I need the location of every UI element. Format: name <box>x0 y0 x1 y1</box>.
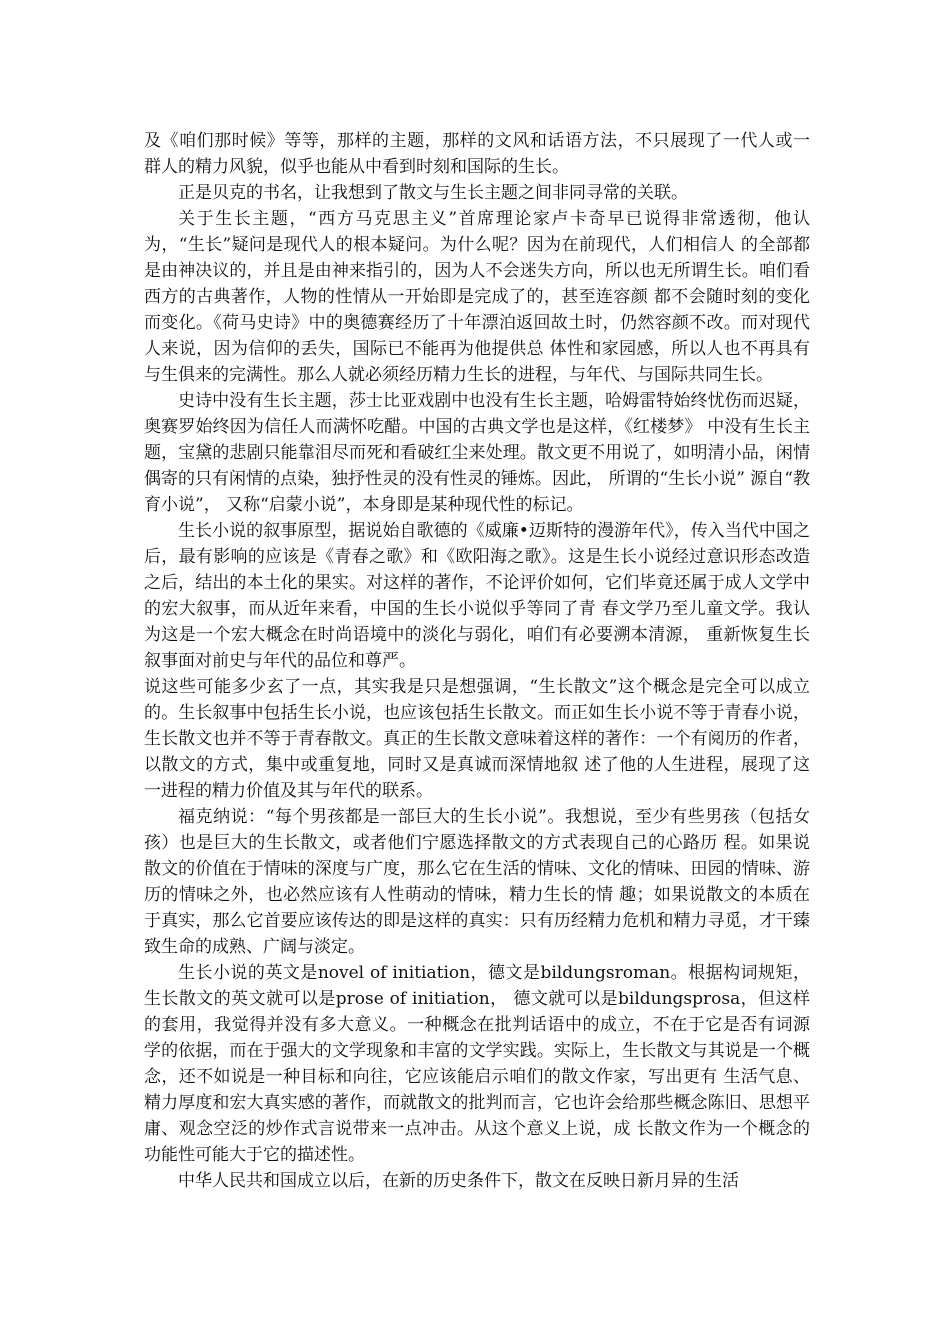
paragraph-6: 说这些可能多少玄了一点，其实我是只是想强调，“生长散文”这个概念是完全可以成立的。生长叙事中包括生长小说，也应该包括生长散文。而正如生长小说不等于青春小说，生长散文也并不等于青春散文。真正的生长散文意味着这样的著作：一个有阅历的作者，以散文的方式，集中或重复地，同时又是真诚而深情地叙 述了他的人生进程，展现了这一进程的精力价值及其与年代的联系。 <box>144 677 810 801</box>
paragraph-4: 史诗中没有生长主题，莎士比亚戏剧中也没有生长主题，哈姆雷特始终忧伤而迟疑，奥赛罗始终因为信任人而满怀吃醋。中国的古典文学也是这样，《红楼梦》 中没有生长主题，宝黛的悲剧只能靠泪尽而死和看破红尘来处理。散文更不用说了，如明清小品，闲情偶寄的只有闲情的点染，独抒性灵的没有性灵的锤炼。因此， 所谓的“生长小说” 源自“教育小说”， 又称“启蒙小说”，本身即是某种现代性的标记。 <box>144 391 810 515</box>
paragraph-7: 福克纳说：“每个男孩都是一部巨大的生长小说”。我想说，至少有些男孩（包括女孩）也是巨大的生长散文，或者他们宁愿选择散文的方式表现自己的心路历 程。如果说散文的价值在于情味的深度与广度，那么它在生活的情味、文化的情味、田园的情味、游历的情味之外，也必然应该有人性萌动的情味，精力生长的情 趣；如果说散文的本质在于真实，那么它首要应该传达的即是这样的真实：只有历经精力危机和精力寻觅，才干臻致生命的成熟、广阔与淡定。 <box>144 807 810 957</box>
paragraph-1: 及《咱们那时候》等等，那样的主题，那样的文风和话语方法，不只展现了一代人或一 群人的精力风貌，似乎也能从中看到时刻和国际的生长。 <box>144 131 810 177</box>
paragraph-8: 生长小说的英文是novel of initiation，德文是bildungsroman。根据构词规矩，生长散文的英文就可以是prose of initiation， 德文就可以是bildungsprosa，但这样的套用，我觉得并没有多大意义。一种概念在批判话语中的成立，不在于它是否有词源 学的依据，而在于强大的文学现象和丰富的文学实践。实际上，生长散文与其说是一个概念，还不如说是一种目标和向往，它应该能启示咱们的散文作家，写出更有 生活气息、精力厚度和宏大真实感的著作，而就散文的批判而言，它也许会给那些概念陈旧、思想平庸、观念空泛的炒作式言说带来一点冲击。从这个意义上说，成 长散文作为一个概念的功能性可能大于它的描述性。 <box>144 963 810 1165</box>
paragraph-5: 生长小说的叙事原型，据说始自歌德的《威廉•迈斯特的漫游年代》，传入当代中国之后，最有影响的应该是《青春之歌》和《欧阳海之歌》。这是生长小说经过意识形态改造之后，结出的本土化的果实。对这样的著作，不论评价如何，它们毕竟还属于成人文学中的宏大叙事，而从近年来看，中国的生长小说似乎等同了青 春文学乃至儿童文学。我认为这是一个宏大概念在时尚语境中的淡化与弱化，咱们有必要溯本清源， 重新恢复生长叙事面对前史与年代的品位和尊严。 <box>144 521 810 671</box>
paragraph-2: 正是贝克的书名，让我想到了散文与生长主题之间非同寻常的关联。 <box>178 183 688 203</box>
document-page <box>144 128 810 1194</box>
paragraph-3: 关于生长主题，“西方马克思主义”首席理论家卢卡奇早已说得非常透彻，他认为，“生长”疑问是现代人的根本疑问。为什么呢？因为在前现代，人们相信人 的全部都是由神决议的，并且是由神来指引的，因为人不会迷失方向，所以也无所谓生长。咱们看西方的古典著作，人物的性情从一开始即是完成了的，甚至连容颜 都不会随时刻的变化而变化。《荷马史诗》中的奥德赛经历了十年漂泊返回故土时，仍然容颜不改。而对现代人来说，因为信仰的丢失，国际已不能再为他提供总 体性和家园感，所以人也不再具有与生俱来的完满性。那么人就必须经历精力生长的进程，与年代、与国际共同生长。 <box>144 209 810 385</box>
paragraph-9: 中华人民共和国成立以后，在新的历史条件下，散文在反映日新月异的生活 <box>178 1171 739 1191</box>
